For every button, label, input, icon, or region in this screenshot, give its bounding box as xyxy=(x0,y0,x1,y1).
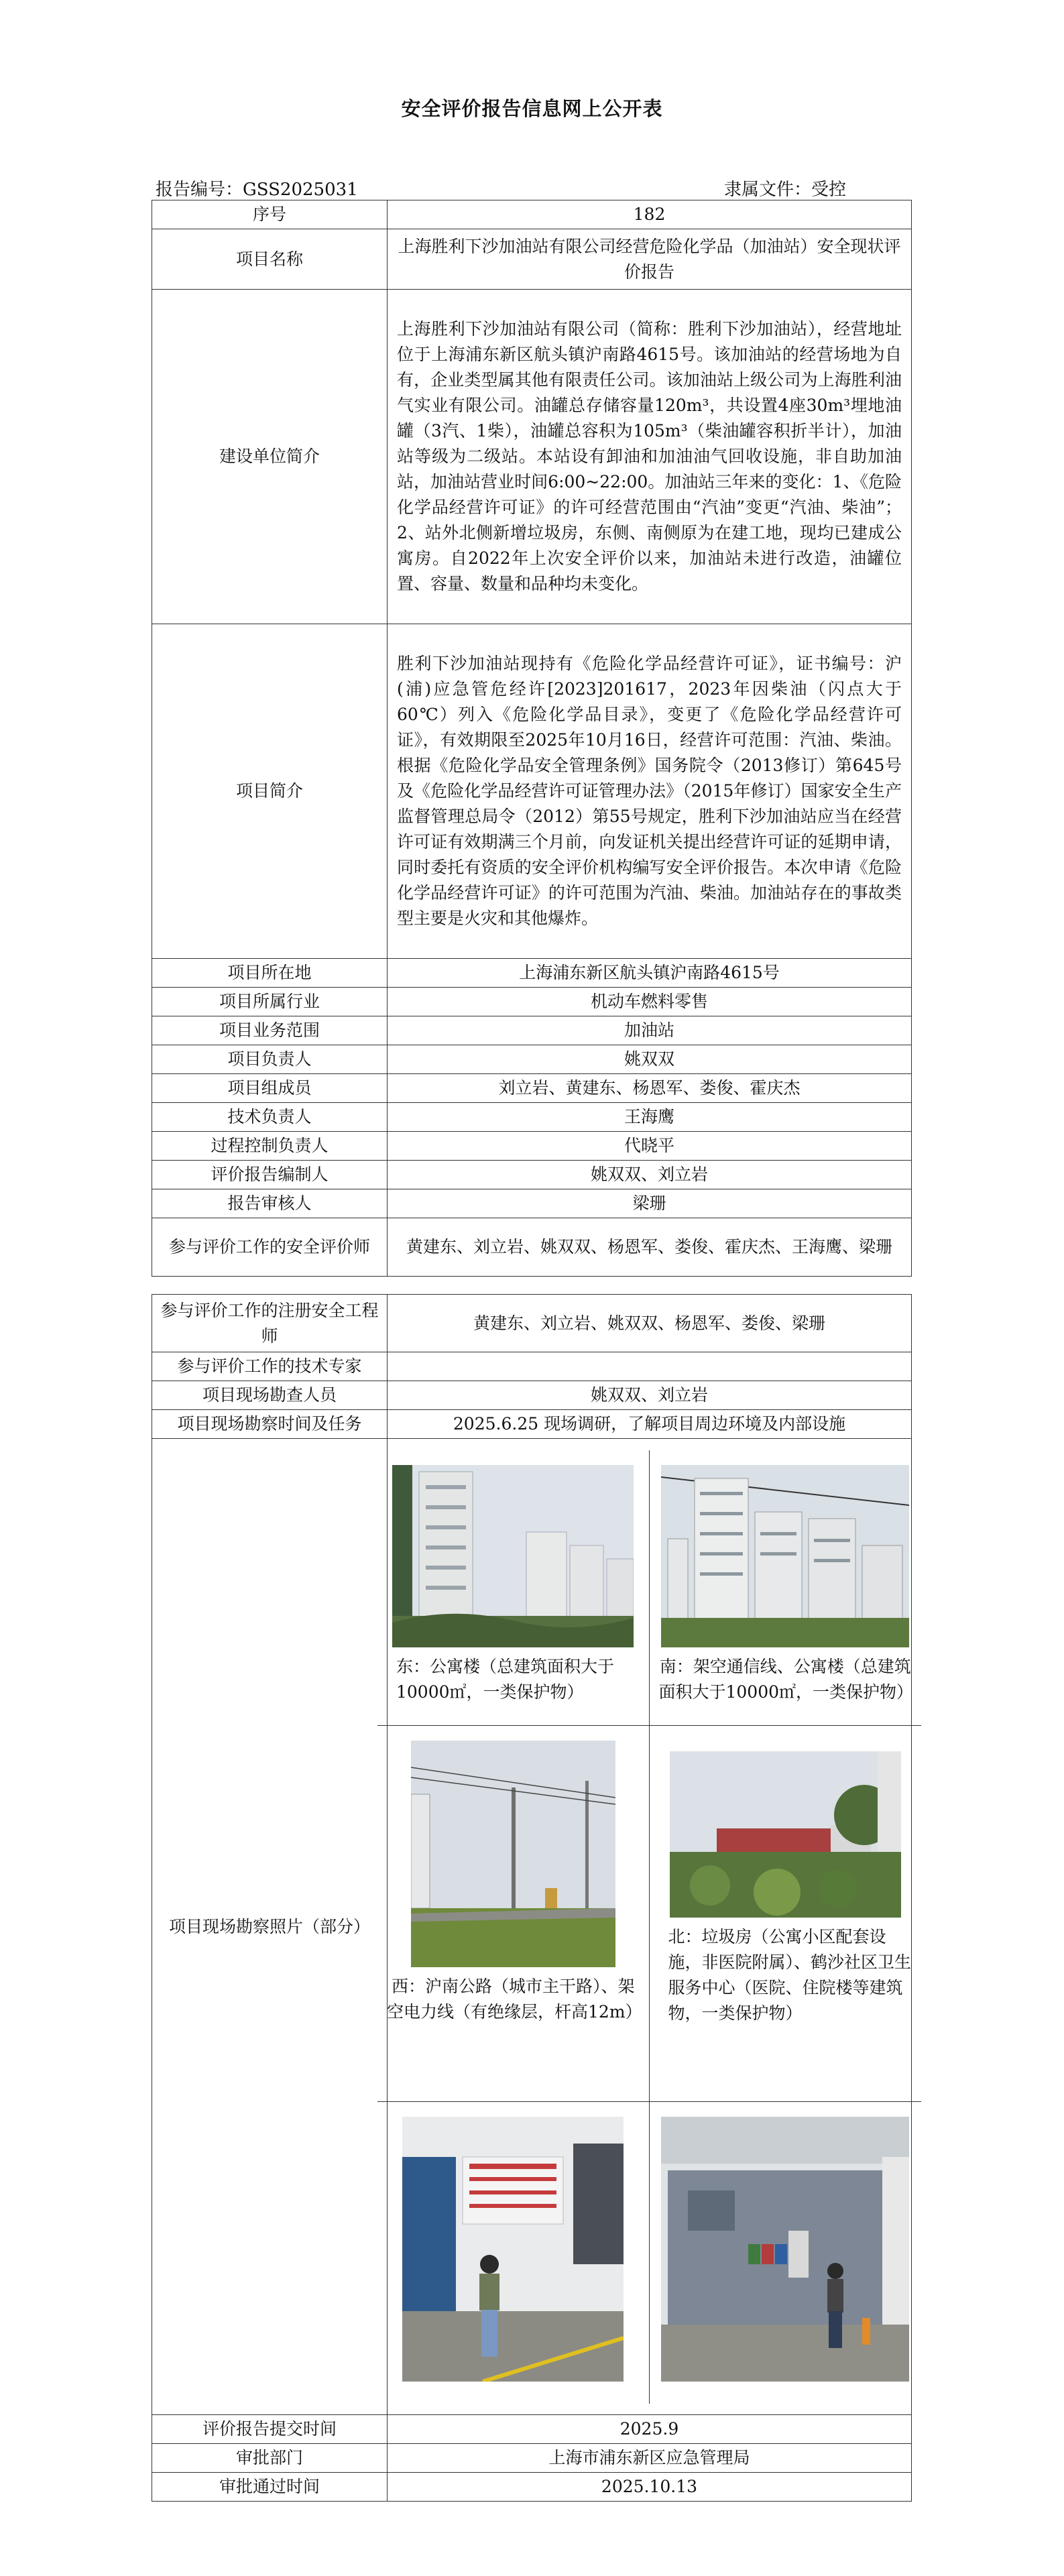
label-tech-lead: 技术负责人 xyxy=(152,1103,388,1132)
value-location: 上海浦东新区航头镇沪南路4615号 xyxy=(388,959,912,988)
value-members: 刘立岩、黄建东、杨恩军、娄俊、霍庆杰 xyxy=(388,1074,912,1103)
value-evaluators: 黄建东、刘立岩、姚双双、杨恩军、娄俊、霍庆杰、王海鹰、梁珊 xyxy=(388,1218,912,1277)
row-scope xyxy=(152,1016,912,1045)
row-approval-time xyxy=(152,2473,912,2502)
label-process-control: 过程控制负责人 xyxy=(152,1132,388,1161)
photo-south-image xyxy=(661,1465,909,1647)
label-industry: 项目所属行业 xyxy=(152,988,388,1016)
photo-east xyxy=(392,1465,634,1647)
label-scope: 项目业务范围 xyxy=(152,1016,388,1045)
photo-cell-west xyxy=(377,1726,650,2102)
photo-east-image xyxy=(392,1465,634,1647)
row-project-name xyxy=(152,229,912,290)
report-number: 报告编号：GSS2025031 xyxy=(156,180,358,200)
label-approval-time: 审批通过时间 xyxy=(152,2473,388,2502)
row-project-intro xyxy=(152,624,912,959)
value-leader: 姚双双 xyxy=(388,1045,912,1074)
row-industry xyxy=(152,988,912,1016)
row-leader xyxy=(152,1045,912,1074)
photo-cell-south xyxy=(650,1450,922,1726)
label-location: 项目所在地 xyxy=(152,959,388,988)
photo-cell-east xyxy=(377,1450,650,1726)
row-survey-time xyxy=(152,1410,912,1439)
row-members xyxy=(152,1074,912,1103)
value-approval-time: 2025.10.13 xyxy=(388,2473,912,2502)
photo-site-2 xyxy=(661,2117,909,2382)
photo-grid xyxy=(377,1450,921,2404)
value-approval-dept: 上海市浦东新区应急管理局 xyxy=(388,2444,912,2473)
row-location xyxy=(152,959,912,988)
label-engineers: 参与评价工作的注册安全工程师 xyxy=(152,1295,388,1352)
row-photos xyxy=(152,1439,912,2415)
value-project-intro: 胜利下沙加油站现持有《危险化学品经营许可证》，证书编号：沪(浦)应急管危经许[2023]201617，2023年因柴油（闪点大于60℃）列入《危险化学品目录》，变更了《危险化学品经营许可证》，有效期限至2025年10月16日，经营许可范围：汽油、柴油。根据《危险化学品安全管理条例》国务院令（2013修订）第645号及《危险化学品经营许可证管理办法》（2015年修订）国家安全生产监督管理总局令（2012）第55号规定，胜利下沙加油站应当在经营许可证有效期满三个月前，向发证机关提出经营许可证的延期申请，同时委托有资质的安全评价机构编写安全评价报告。本次申请《危险化学品经营许可证》的许可范围为汽油、柴油。加油站存在的事故类型主要是火灾和其他爆炸。 xyxy=(388,624,912,959)
photo-west xyxy=(411,1741,615,1967)
row-submit-time xyxy=(152,2415,912,2444)
label-unit-intro: 建设单位简介 xyxy=(152,290,388,624)
row-seq xyxy=(152,200,912,229)
photo-cell-site-1 xyxy=(377,2102,650,2404)
value-surveyors: 姚双双、刘立岩 xyxy=(388,1381,912,1410)
row-experts xyxy=(152,1352,912,1381)
row-tech-lead xyxy=(152,1103,912,1132)
row-evaluators xyxy=(152,1218,912,1277)
value-writer: 姚双双、刘立岩 xyxy=(388,1161,912,1189)
photo-north xyxy=(670,1751,901,1918)
photo-west-image xyxy=(411,1741,615,1967)
info-table-part-1 xyxy=(152,200,912,1277)
info-table-part-2 xyxy=(152,1294,912,2502)
label-members: 项目组成员 xyxy=(152,1074,388,1103)
caption-north: 北：垃圾房（公寓小区配套设施，非医院附属）、鹤沙社区卫生服务中心（医院、住院楼等建筑物，一类保护物） xyxy=(668,1926,912,2023)
caption-south: 南：架空通信线、公寓楼（总建筑面积大于10000㎡，一类保护物） xyxy=(658,1656,914,1702)
label-evaluators: 参与评价工作的安全评价师 xyxy=(152,1218,388,1277)
photo-south xyxy=(661,1465,909,1647)
value-seq: 182 xyxy=(388,200,912,229)
photo-cell-north xyxy=(650,1726,922,2102)
row-reviewer xyxy=(152,1189,912,1218)
value-survey-time: 2025.6.25 现场调研，了解项目周边环境及内部设施 xyxy=(388,1410,912,1439)
value-process-control: 代晓平 xyxy=(388,1132,912,1161)
row-process-control xyxy=(152,1132,912,1161)
label-survey-time: 项目现场勘察时间及任务 xyxy=(152,1410,388,1439)
value-reviewer: 梁珊 xyxy=(388,1189,912,1218)
value-engineers: 黄建东、刘立岩、姚双双、杨恩军、娄俊、梁珊 xyxy=(388,1295,912,1352)
label-reviewer: 报告审核人 xyxy=(152,1189,388,1218)
value-experts xyxy=(388,1352,912,1381)
row-engineers xyxy=(152,1295,912,1352)
value-scope: 加油站 xyxy=(388,1016,912,1045)
photo-site-1-image xyxy=(402,2117,624,2382)
photo-site-1 xyxy=(402,2117,624,2382)
page-title: 安全评价报告信息网上公开表 xyxy=(401,97,663,120)
label-leader: 项目负责人 xyxy=(152,1045,388,1074)
label-project-intro: 项目简介 xyxy=(152,624,388,959)
value-unit-intro: 上海胜利下沙加油站有限公司（简称：胜利下沙加油站），经营地址位于上海浦东新区航头镇沪南路4615号。该加油站的经营场地为自有，企业类型属其他有限责任公司。该加油站上级公司为上海胜利油气实业有限公司。油罐总存储容量120m³，共设置4座30m³埋地油罐（3汽、1柴），油罐总容积为105m³（柴油罐容积折半计），加油站等级为二级站。本站设有卸油和加油油气回收设施，非自助加油站，加油站营业时间6:00~22:00。加油站三年来的变化：1、《危险化学品经营许可证》的许可经营范围由“汽油”变更“汽油、柴油”；2、站外北侧新增垃圾房，东侧、南侧原为在建工地，现均已建成公寓房。自2022年上次安全评价以来，加油站未进行改造，油罐位置、容量、数量和品种均未变化。 xyxy=(388,290,912,624)
row-writer xyxy=(152,1161,912,1189)
value-project-name: 上海胜利下沙加油站有限公司经营危险化学品（加油站）安全现状评价报告 xyxy=(388,229,912,290)
label-project-name: 项目名称 xyxy=(152,229,388,290)
value-industry: 机动车燃料零售 xyxy=(388,988,912,1016)
label-surveyors: 项目现场勘查人员 xyxy=(152,1381,388,1410)
value-submit-time: 2025.9 xyxy=(388,2415,912,2444)
label-approval-dept: 审批部门 xyxy=(152,2444,388,2473)
value-tech-lead: 王海鹰 xyxy=(388,1103,912,1132)
photo-north-image xyxy=(670,1751,901,1918)
label-photos: 项目现场勘察照片（部分） xyxy=(152,1439,388,2415)
caption-east: 东：公寓楼（总建筑面积大于10000㎡，一类保护物） xyxy=(396,1656,615,1702)
caption-west: 西：沪南公路（城市主干路）、架空电力线（有绝缘层，杆高12m） xyxy=(387,1976,642,2022)
photo-cell-site-2 xyxy=(650,2102,922,2404)
label-writer: 评价报告编制人 xyxy=(152,1161,388,1189)
label-submit-time: 评价报告提交时间 xyxy=(152,2415,388,2444)
row-approval-dept xyxy=(152,2444,912,2473)
photo-site-2-image xyxy=(661,2117,909,2382)
photo-area xyxy=(388,1439,912,2415)
attached-document: 隶属文件：受控 xyxy=(724,180,847,200)
row-unit-intro xyxy=(152,290,912,624)
label-experts: 参与评价工作的技术专家 xyxy=(152,1352,388,1381)
label-seq: 序号 xyxy=(152,200,388,229)
row-surveyors xyxy=(152,1381,912,1410)
